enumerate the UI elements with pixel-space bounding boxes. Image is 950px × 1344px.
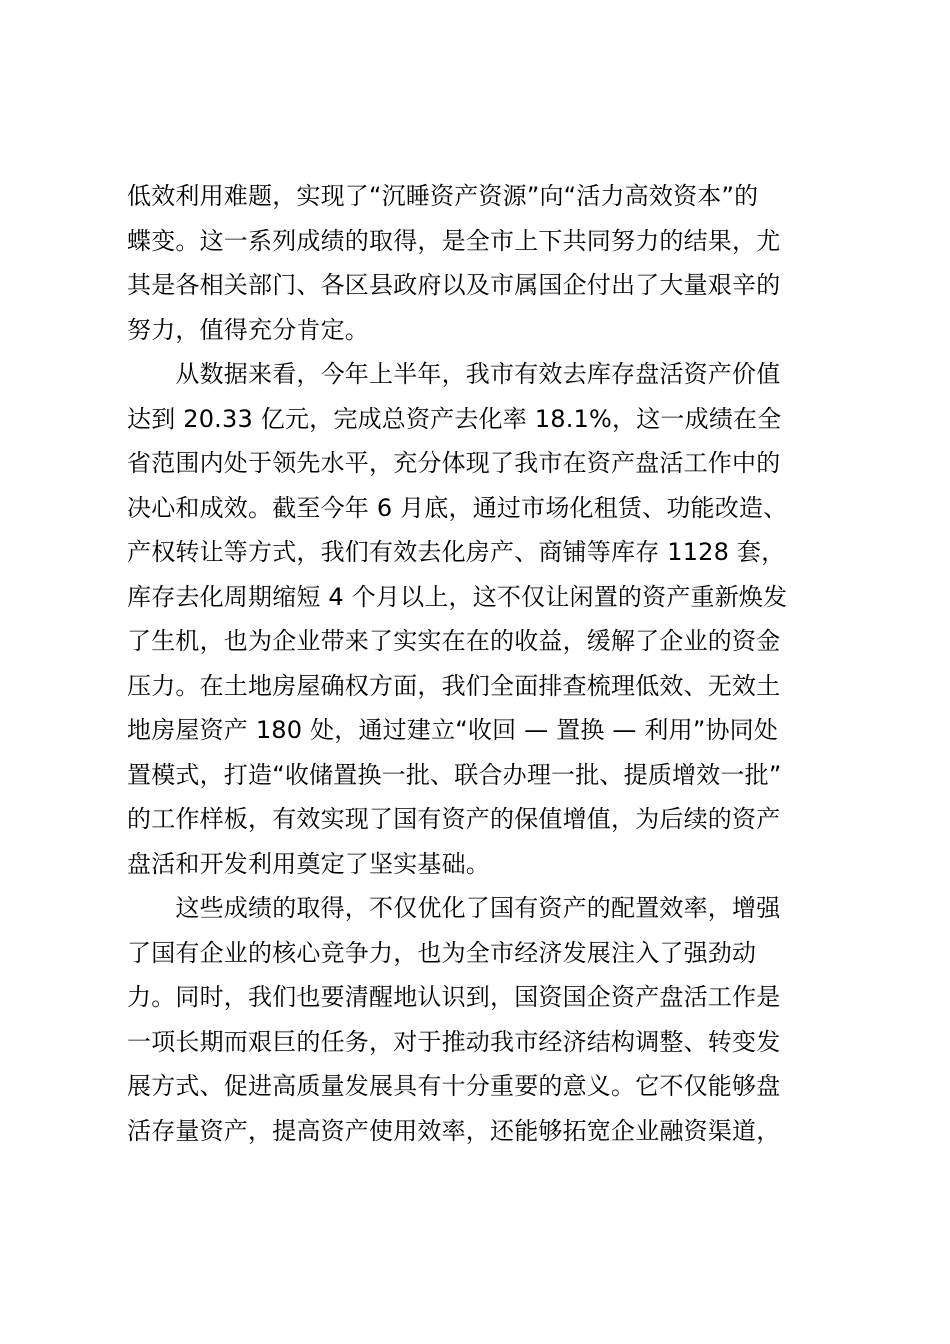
text-line: 其是各相关部门、各区县政府以及市属国企付出了大量艰辛的	[127, 271, 781, 299]
text-line: 省范围内处于领先水平，充分体现了我市在资产盘活工作中的	[127, 449, 781, 477]
text-line: 地房屋资产 180 处，通过建立“收回 — 置换 — 利用”协同处	[127, 716, 779, 744]
text-line: 一项长期而艰巨的任务，对于推动我市经济结构调整、转变发	[127, 1027, 781, 1056]
text-line: 低效利用难题，实现了“沉睡资产资源”向“活力高效资本”的	[127, 182, 759, 210]
text-line: 压力。在土地房屋确权方面，我们全面排查梳理低效、无效土	[127, 671, 781, 700]
text-line: 决心和成效。截至今年 6 月底，通过市场化租赁、功能改造、	[127, 493, 788, 522]
text-line: 库存去化周期缩短 4 个月以上，这不仅让闲置的资产重新焕发	[127, 582, 788, 611]
text-line: 展方式、促进高质量发展具有十分重要的意义。它不仅能够盘	[127, 1072, 781, 1100]
text-line: 达到 20.33 亿元，完成总资产去化率 18.1%，这一成绩在全	[127, 404, 782, 433]
text-line: 的工作样板，有效实现了国有资产的保值增值，为后续的资产	[127, 805, 781, 833]
text-line: 蝶变。这一系列成绩的取得，是全市上下共同努力的结果，尤	[127, 226, 781, 255]
text-line: 努力，值得充分肯定。	[127, 315, 369, 344]
text-line: 置模式，打造“收储置换一批、联合办理一批、提质增效一批”	[127, 760, 782, 789]
text-line: 力。同时，我们也要清醒地认识到，国资国企资产盘活工作是	[127, 983, 781, 1011]
text-line: 了生机，也为企业带来了实实在在的收益，缓解了企业的资金	[127, 627, 781, 655]
text-line: 盘活和开发利用奠定了坚实基础。	[127, 849, 490, 878]
text-line: 从数据来看，今年上半年，我市有效去库存盘活资产价值	[127, 360, 781, 388]
text-line: 产权转让等方式，我们有效去化房产、商铺等库存 1128 套，	[127, 538, 786, 566]
text-line: 这些成绩的取得，不仅优化了国有资产的配置效率，增强	[127, 894, 781, 922]
text-line: 活存量资产，提高资产使用效率，还能够拓宽企业融资渠道，	[127, 1116, 781, 1145]
text-line: 了国有企业的核心竞争力，也为全市经济发展注入了强劲动	[127, 938, 757, 967]
body-text	[127, 174, 827, 1153]
